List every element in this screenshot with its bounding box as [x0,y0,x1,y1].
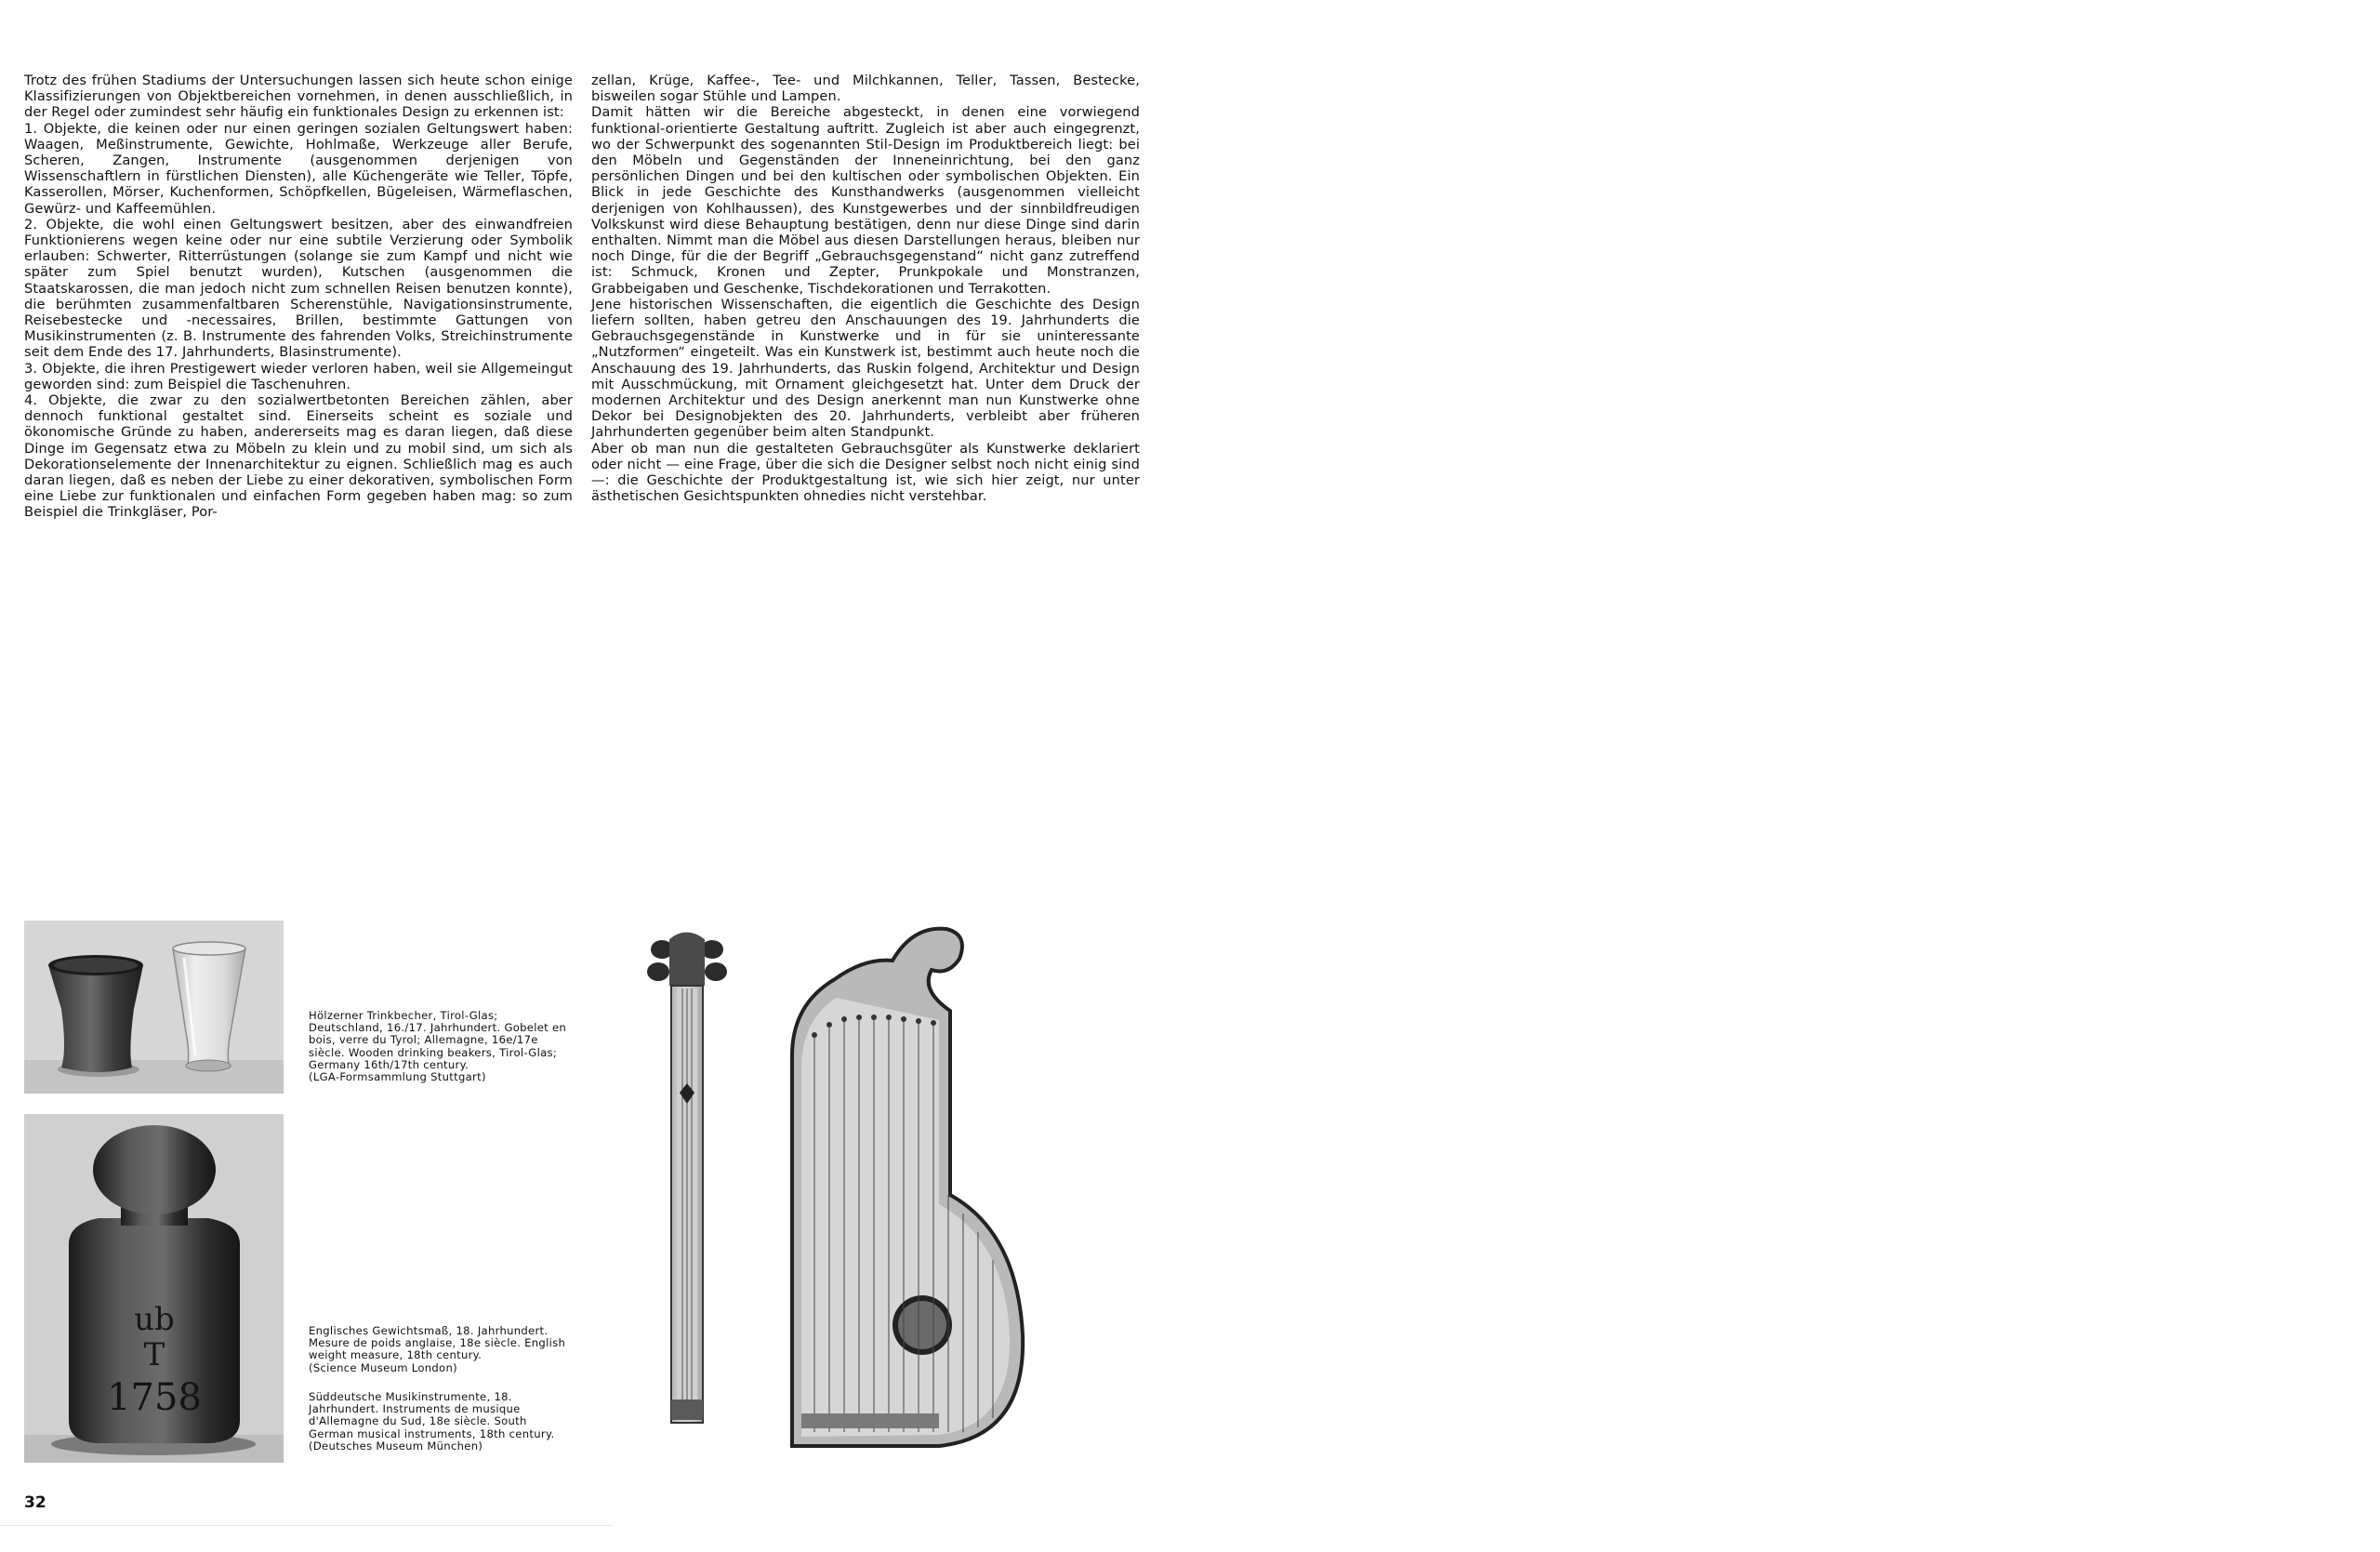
paragraph-item-2: 2. Objekte, die wohl einen Geltungswert besitzen, aber des einwandfreien Funktionierens wegen keine oder nur eine subtile Verzierung oder Symbolik erlauben: Schwerter, Ritterrüstungen (solange sie zum Kampf und nicht wie später zum Spiel benutzt wurden), Kutschen (ausgenommen die Staatskarossen, die man jedoch nicht zum schnellen Reisen benutzen konnte), die berühmten zusammenfaltbaren Scherenstühle, Navigationsinstrumente, Reisebestecke und -necessaires, Brillen, bestimmte Gattungen von Musikinstrumenten (z. B. Instrumente des fahrenden Volks, Streichinstrumente seit dem Ende des 17. Jahrhunderts, Blasinstrumente). [24,216,573,361]
beakers-illustration [24,921,284,1094]
paragraph-item-4: 4. Objekte, die zwar zu den sozialwertbetonten Bereichen zählen, aber dennoch funktional gestaltet sind. Einerseits scheint es soziale und ökonomische Gründe zu haben, andererseits mag es daran liegen, daß diese Dinge im Gegensatz etwa zu Möbeln zu klein und zu mobil sind, um sich als Dekorationselemente der Innenarchitektur zu eignen. Schließlich mag es auch daran liegen, daß es neben der Liebe zu einer dekorativen, symbolischen Form eine Liebe zur funktionalen und einfachen Form gegeben haben mag: so zum Beispiel die Trinkgläser, Por- [24,392,573,521]
instruments-illustration [586,916,1130,1460]
paragraph-intro: Trotz des frühen Stadiums der Untersuchungen lassen sich heute schon einige Klassifizierungen von Objektbereichen vornehmen, in denen ausschließlich, in der Regel oder zumindest sehr häufig ein funktionales Design zu erkennen ist: [24,73,573,121]
weight-year: 1758 [107,1376,202,1419]
weight-monogram: ub [134,1301,175,1338]
paragraph-conclusion: Aber ob man nun die gestalteten Gebrauchsgüter als Kunstwerke deklariert oder nicht — eine Frage, über die sich die Designer selbst noch nicht einig sind —: die Geschichte der Produktgestaltung ist, wie sich hier zeigt, nur unter ästhetischen Gesichtspunkten ohnedies nicht verstehbar. [591,440,1140,505]
page-number: 32 [24,1493,46,1512]
paragraph-item-3: 3. Objekte, die ihren Prestigewert wieder verloren haben, weil sie Allgemeingut geworden sind: zum Beispiel die Taschenuhren. [24,360,573,392]
caption-instruments-source: (Deutsches Museum München) [309,1439,483,1453]
caption-beakers-source: (LGA-Formsammlung Stuttgart) [309,1070,486,1084]
page-bottom-rule [0,1525,614,1526]
paragraph-continuation: zellan, Krüge, Kaffee-, Tee- und Milchkannen, Teller, Tassen, Bestecke, bisweilen sogar Stühle und Lampen. [591,73,1140,105]
beakers-photo [24,921,284,1094]
paragraph-historical-sciences: Jene historischen Wissenschaften, die eigentlich die Geschichte des Design liefern sollten, haben getreu den Anschauungen des 19. Jahrhunderts die Gebrauchsgegenstände in Kunstwerke und in für sie uninteressante „Nutzformen“ eingeteilt. Was ein Kunstwerk ist, bestimmt auch heute noch die Anschauung des 19. Jahrhunderts, das Ruskin folgend, Architektur und Design mit Ausschmückung, mit Ornament gleichgesetzt hat. Unter dem Druck der modernen Architektur und des Design anerkennt man nun Kunstwerke ohne Dekor bei Designobjekten des 20. Jahrhunderts, verbleibt aber früheren Jahrhunderten gegenüber beim alten Standpunkt. [591,296,1140,441]
caption-instruments [309,1391,569,1453]
left-text-column [24,73,573,521]
weight-photo [24,1114,284,1463]
caption-weight [309,1325,569,1374]
weight-illustration [24,1114,284,1463]
right-text-column [591,73,1140,504]
caption-beakers-text: Hölzerner Trinkbecher, Tirol-Glas; Deutschland, 16./17. Jahrhundert. Gobelet en bois, verre du Tyrol; Allemagne, 16e/17e siècle. Wooden drinking beakers, Tirol-Glas; Germany 16th/17th century. [309,1009,567,1071]
caption-beakers [309,1010,569,1083]
weight-mark: T [143,1336,165,1373]
caption-weight-source: (Science Museum London) [309,1360,457,1374]
instruments-photo [586,916,1130,1460]
paragraph-stil-design: Damit hätten wir die Bereiche abgesteckt, in denen eine vorwiegend funktional-orientierte Gestaltung auftritt. Zugleich ist aber auch eingegrenzt, wo der Schwerpunkt des sogenannten Stil-Design im Produktbereich liegt: bei den Möbeln und Gegenständen der Inneneinrichtung, bei den ganz persönlichen Dingen und bei den kultischen oder symbolischen Objekten. Ein Blick in jede Geschichte des Kunsthandwerks (ausgenommen vielleicht derjenigen von Kohlhaussen), des Kunstgewerbes und der sinnbildfreudigen Volkskunst wird diese Behauptung bestätigen, denn nur diese Dinge sind darin enthalten. Nimmt man die Möbel aus diesen Darstellungen heraus, bleiben nur noch Dinge, für die der Begriff „Gebrauchsgegenstand“ nicht ganz zutreffend ist: Schmuck, Kronen und Zepter, Prunkpokale und Monstranzen, Grabbeigaben und Geschenke, Tischdekorationen und Terrakotten. [591,104,1140,297]
caption-instruments-text: Süddeutsche Musikinstrumente, 18. Jahrhundert. Instruments de musique d'Allemagne du Sud, 18e siècle. South German musical instruments, 18th century. [309,1390,555,1440]
paragraph-item-1: 1. Objekte, die keinen oder nur einen geringen sozialen Geltungswert haben: Waagen, Meßinstrumente, Gewichte, Hohlmaße, Werkzeuge aller Berufe, Scheren, Zangen, Instrumente (ausgenommen derjenigen von Wissenschaftlern in fürstlichen Diensten), alle Küchengeräte wie Teller, Töpfe, Kasserollen, Mörser, Kuchenformen, Schöpfkellen, Bügeleisen, Wärmeflaschen, Gewürz- und Kaffeemühlen. [24,120,573,217]
caption-weight-text: Englisches Gewichtsmaß, 18. Jahrhundert. Mesure de poids anglaise, 18e siècle. English weight measure, 18th century. [309,1324,566,1362]
